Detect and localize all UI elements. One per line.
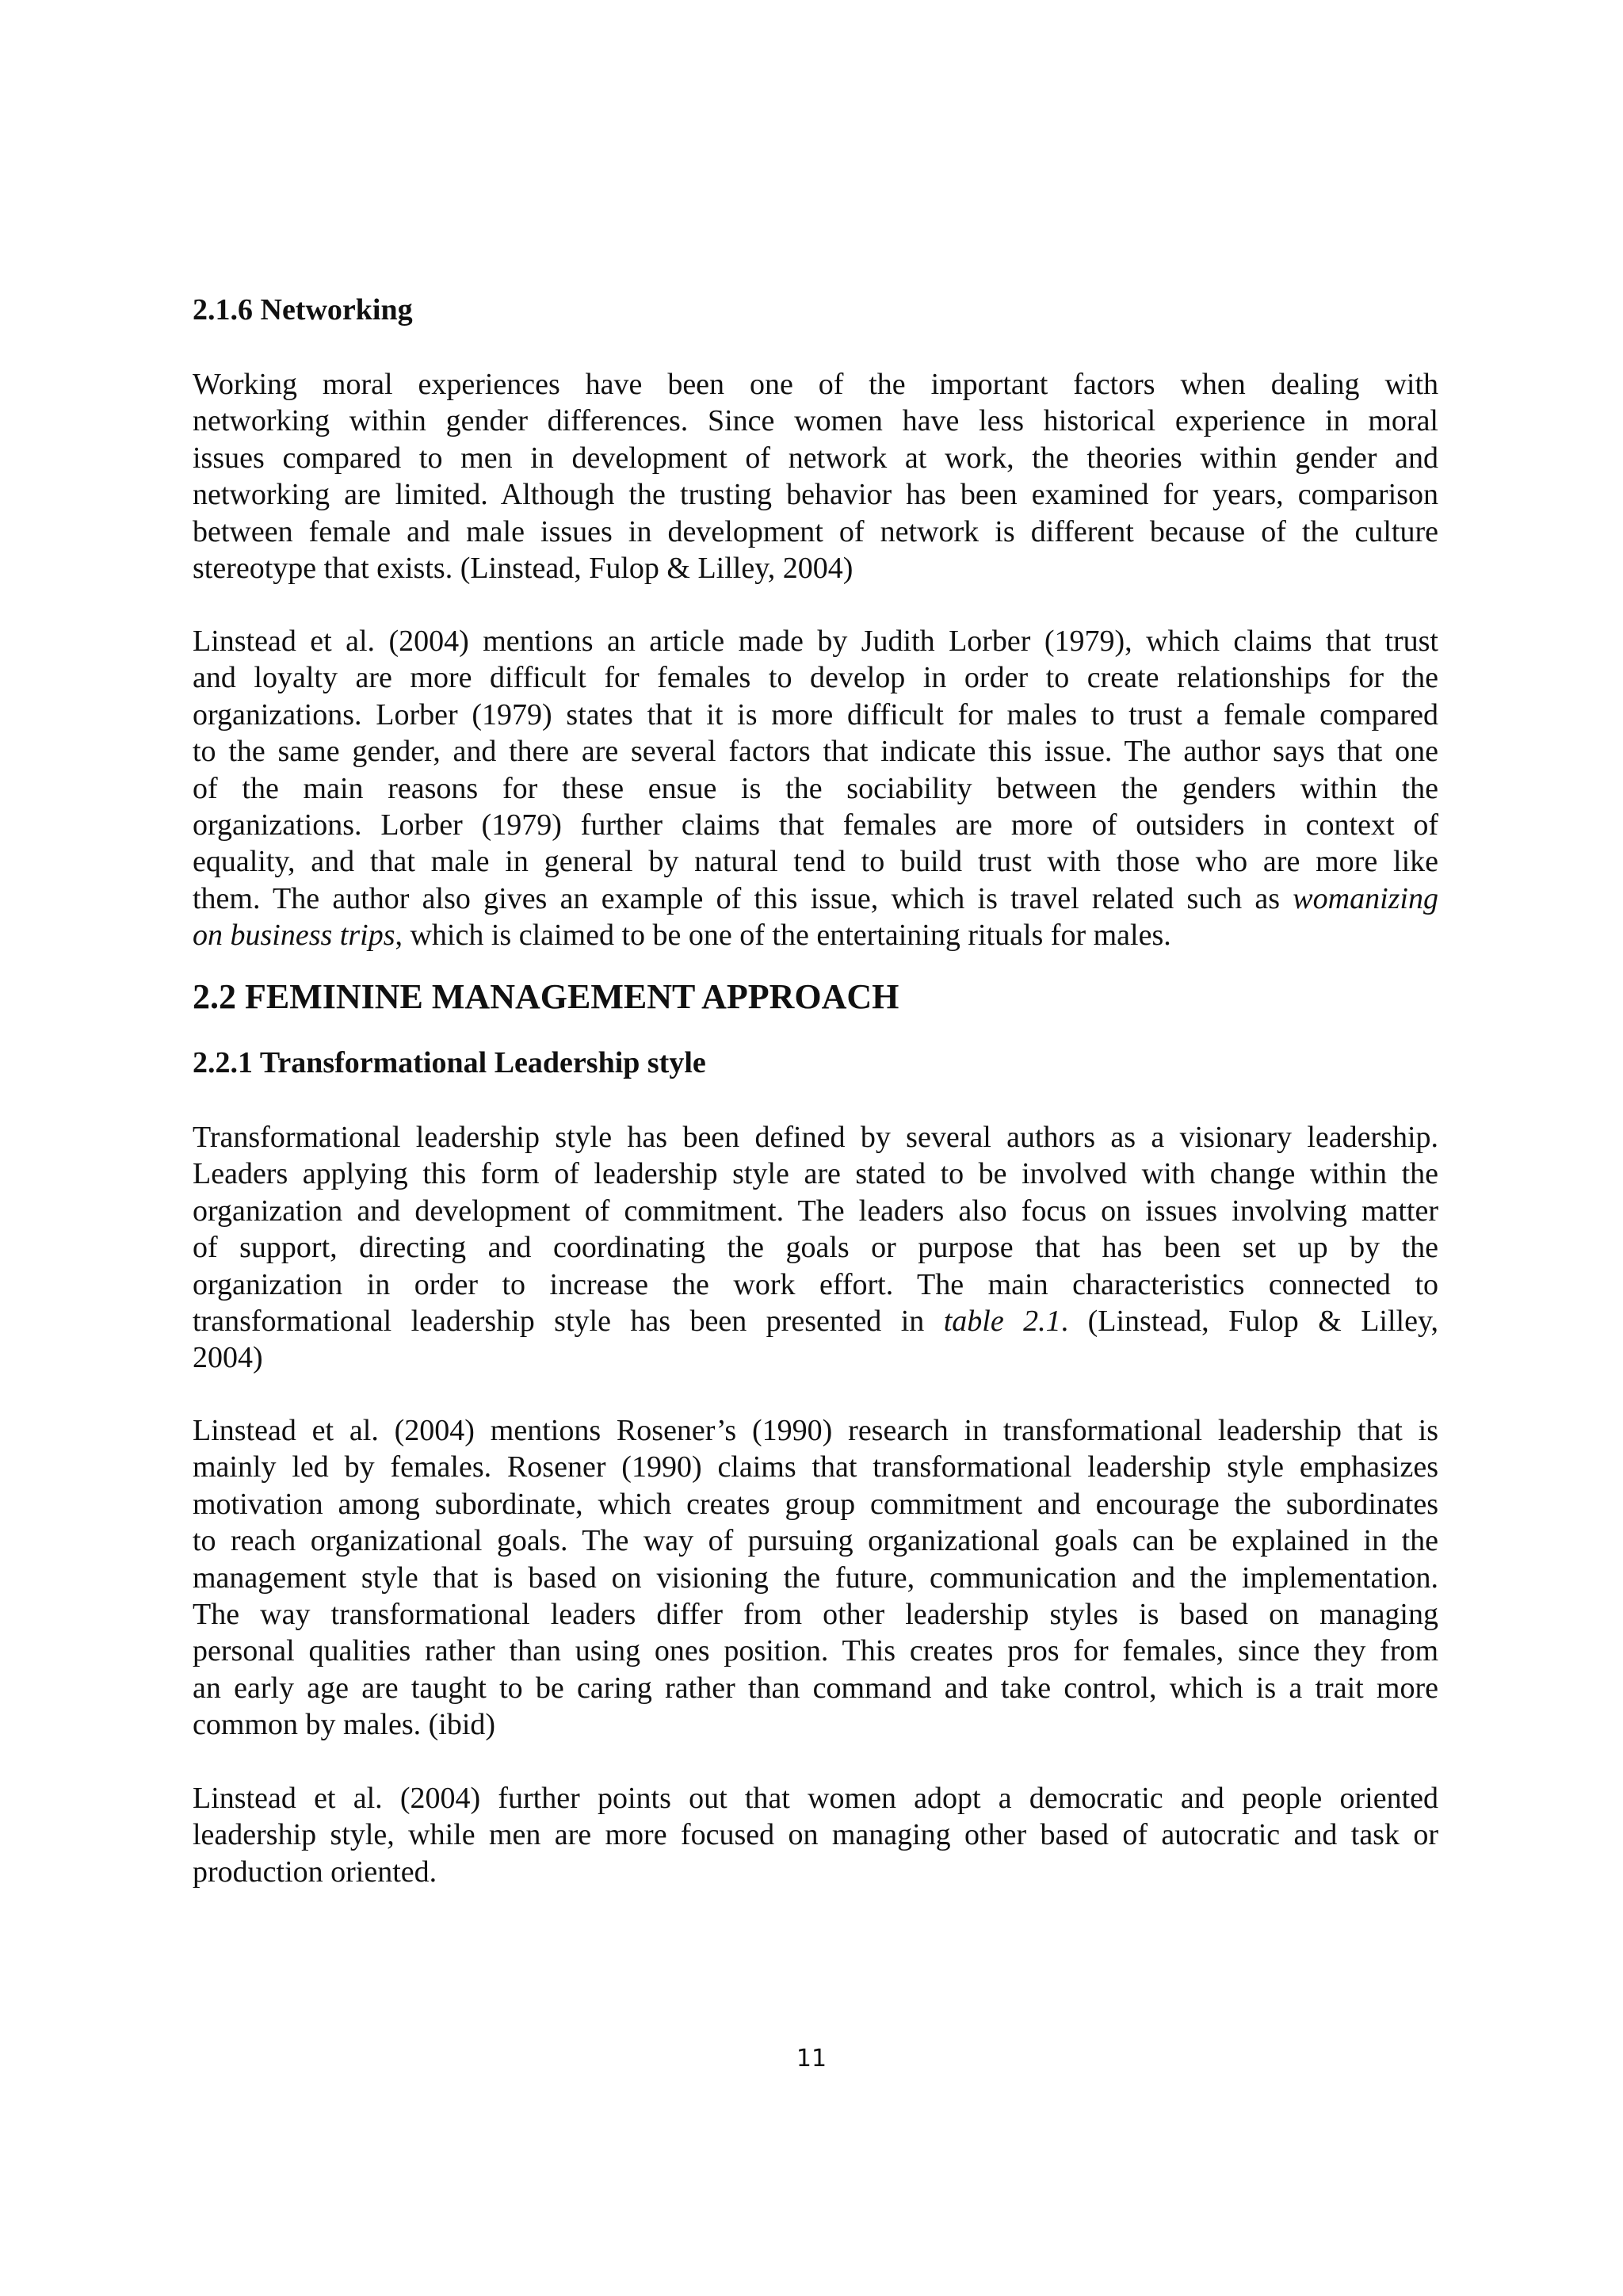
- text-line: [193, 881, 1438, 917]
- text-line: 2004): [193, 1341, 263, 1375]
- italic-text: womanizing: [1293, 881, 1438, 915]
- text-line: stereotype that exists. (Linstead, Fulop & Lilley, 2004): [193, 551, 854, 585]
- text-segment: . (Linstead, Fulop & Lilley,: [1060, 1304, 1438, 1338]
- text-line: equality, and that male in general by natural tend to build trust with those who are more like: [193, 845, 1438, 879]
- text-line: production oriented.: [193, 1855, 437, 1889]
- text-segment: transformational leadership style has been presented in: [193, 1304, 944, 1338]
- text-line: Leaders applying this form of leadership style are stated to be involved with change within the: [193, 1157, 1438, 1191]
- section-heading-networking: 2.1.6 Networking: [193, 293, 413, 327]
- text-line: common by males. (ibid): [193, 1708, 496, 1742]
- paragraph-transformational-2: [193, 1412, 1438, 1744]
- text-line: issues compared to men in development of network at work, the theories within gender and: [193, 441, 1438, 475]
- text-segment: , which is claimed to be one of the entertaining rituals for males.: [395, 919, 1171, 953]
- text-line: organizations. Lorber (1979) further claims that females are more of outsiders in context of: [193, 808, 1438, 842]
- text-line: [193, 917, 1438, 953]
- text-line: an early age are taught to be caring rather than command and take control, which is a trait more: [193, 1671, 1438, 1705]
- paragraph-networking-1: [193, 366, 1438, 586]
- text-line: The way transformational leaders differ from other leadership styles is based on managing: [193, 1597, 1438, 1631]
- text-line: of the main reasons for these ensue is the sociability between the genders within the: [193, 771, 1438, 805]
- text-line: to reach organizational goals. The way of pursuing organizational goals can be explained in the: [193, 1524, 1438, 1558]
- text-line: Working moral experiences have been one of the important factors when dealing with: [193, 368, 1438, 401]
- italic-text: table 2.1: [943, 1304, 1061, 1338]
- paragraph-transformational-3: [193, 1780, 1438, 1890]
- italic-text: on business trips: [193, 919, 395, 953]
- text-line: Linstead et al. (2004) mentions an article made by Judith Lorber (1979), which claims that trust: [193, 625, 1438, 658]
- text-line: Linstead et al. (2004) further points out that women adopt a democratic and people oriented: [193, 1782, 1438, 1815]
- text-line: Linstead et al. (2004) mentions Rosener’s (1990) research in transformational leadership that is: [193, 1414, 1438, 1447]
- text-line: organization and development of commitment. The leaders also focus on issues involving matter: [193, 1194, 1438, 1228]
- text-line: [193, 1303, 1438, 1339]
- text-line: to the same gender, and there are several factors that indicate this issue. The author says that one: [193, 735, 1438, 769]
- text-line: organizations. Lorber (1979) states that it is more difficult for males to trust a female compared: [193, 697, 1438, 732]
- section-heading-feminine-management: 2.2 FEMININE MANAGEMENT APPROACH: [193, 977, 899, 1016]
- text-line: management style that is based on visioning the future, communication and the implementation.: [193, 1561, 1438, 1595]
- text-line: networking are limited. Although the trusting behavior has been examined for years, comparison: [193, 478, 1438, 512]
- paragraph-transformational-1: [193, 1119, 1438, 1377]
- text-line: between female and male issues in development of network is different because of the culture: [193, 514, 1438, 548]
- text-line: mainly led by females. Rosener (1990) claims that transformational leadership style emphasizes: [193, 1450, 1438, 1484]
- text-line: networking within gender differences. Since women have less historical experience in moral: [193, 404, 1438, 438]
- text-line: of support, directing and coordinating the goals or purpose that has been set up by the: [193, 1231, 1438, 1265]
- text-line: Transformational leadership style has been defined by several authors as a visionary leadership.: [193, 1121, 1438, 1154]
- text-line: leadership style, while men are more focused on managing other based of autocratic and task or: [193, 1818, 1438, 1852]
- text-line: and loyalty are more difficult for females to develop in order to create relationships for the: [193, 661, 1438, 695]
- paragraph-networking-2: [193, 623, 1438, 954]
- text-line: organization in order to increase the work effort. The main characteristics connected to: [193, 1267, 1438, 1301]
- text-line: personal qualities rather than using ones position. This creates pros for females, since they from: [193, 1634, 1438, 1668]
- text-segment: them. The author also gives an example of this issue, which is travel related such as: [193, 881, 1293, 915]
- section-heading-transformational-leadership: 2.2.1 Transformational Leadership style: [193, 1046, 706, 1079]
- text-line: motivation among subordinate, which creates group commitment and encourage the subordinates: [193, 1487, 1438, 1521]
- page-number: 11: [796, 2045, 827, 2073]
